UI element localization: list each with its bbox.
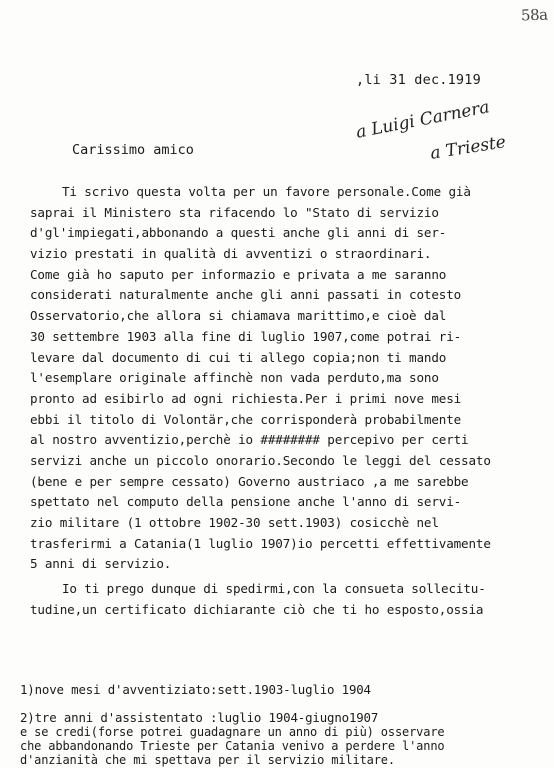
handwritten-recipient: a Luigi Carnera [354,97,492,143]
body-line: ebbi il titolo di Volontär,che corrisponderà probabilmente [30,411,462,427]
body-line: zio militare (1 ottobre 1902-30 sett.1903) cosicchè nel [30,515,439,530]
body-line: trasferirmi a Catania(1 luglio 1907)io percetti effettivamente [30,535,491,551]
enum-item-1: 1)nove mesi d'avventiziato:sett.1903-luglio 1904 [20,682,371,697]
handwritten-city: a Trieste [428,132,508,164]
body-line: Ti scrivo questa volta per un favore personale.Come già [62,184,471,199]
body-line: 30 settembre 1903 alla fine di luglio 1907,come potrai ri- [30,328,462,344]
body-line: Io ti prego dunque di spedirmi,con la consueta sollecitu- [62,581,486,597]
body-line: d'gl'impiegati,abbonando a questi anche gli anni di ser- [30,225,447,241]
body-line: Osservatorio,che allora si chiamava marittimo,e cioè dal [30,308,447,324]
salutation: Carissimo amico [72,142,194,158]
body-line: l'esemplare originale affinchè non vada perduto,ma sono [30,370,439,386]
body-line: levare dal documento di cui ti allego copia;non ti mando [30,349,447,365]
enum-item-2-continuation: d'anzianità che mi spettava per il servizio militare. [20,753,395,767]
body-line: al nostro avventizio,perchè io ######## percepivo per certi [30,432,469,448]
body-line: vizio prestati in qualità di avventizi o straordinari. [30,246,432,262]
enum-item-2: 2)tre anni d'assistentato :luglio 1904-giugno1907 [20,710,379,725]
body-line: Come già ho saputo per informazio e privata a me saranno [30,266,447,282]
archive-mark: 58a [521,5,549,25]
letter-date: ,li 31 dec.1919 [356,72,481,88]
body-line: servizi anche un piccolo onorario.Secondo le leggi del cessato [30,452,491,468]
body-line: 5 anni di servizio. [30,556,172,572]
body-line: (bene e per sempre cessato) Governo austriaco ,a me sarebbe [30,473,469,489]
body-line: pronto ad esibirlo ad ogni richiesta.Per i primi nove mesi [30,390,462,406]
enum-item-2-continuation: e se credi(forse potrei guadagnare un anno di più) osservare [20,725,445,739]
letter-body [30,182,550,620]
enumeration [20,680,550,767]
body-line: tudine,un certificato dichiarante ciò che ti ho esposto,ossia [30,601,484,617]
enum-item-2-continuation: che abbandonando Trieste per Catania venivo a perdere l'anno [20,739,445,753]
body-line: spettato nel computo della pensione anche l'anno di servi- [30,494,462,510]
body-line: saprai il Ministero sta rifacendo lo "Stato di servizio [30,204,439,220]
body-line: considerati naturalmente anche gli anni passati in cotesto [30,287,462,303]
